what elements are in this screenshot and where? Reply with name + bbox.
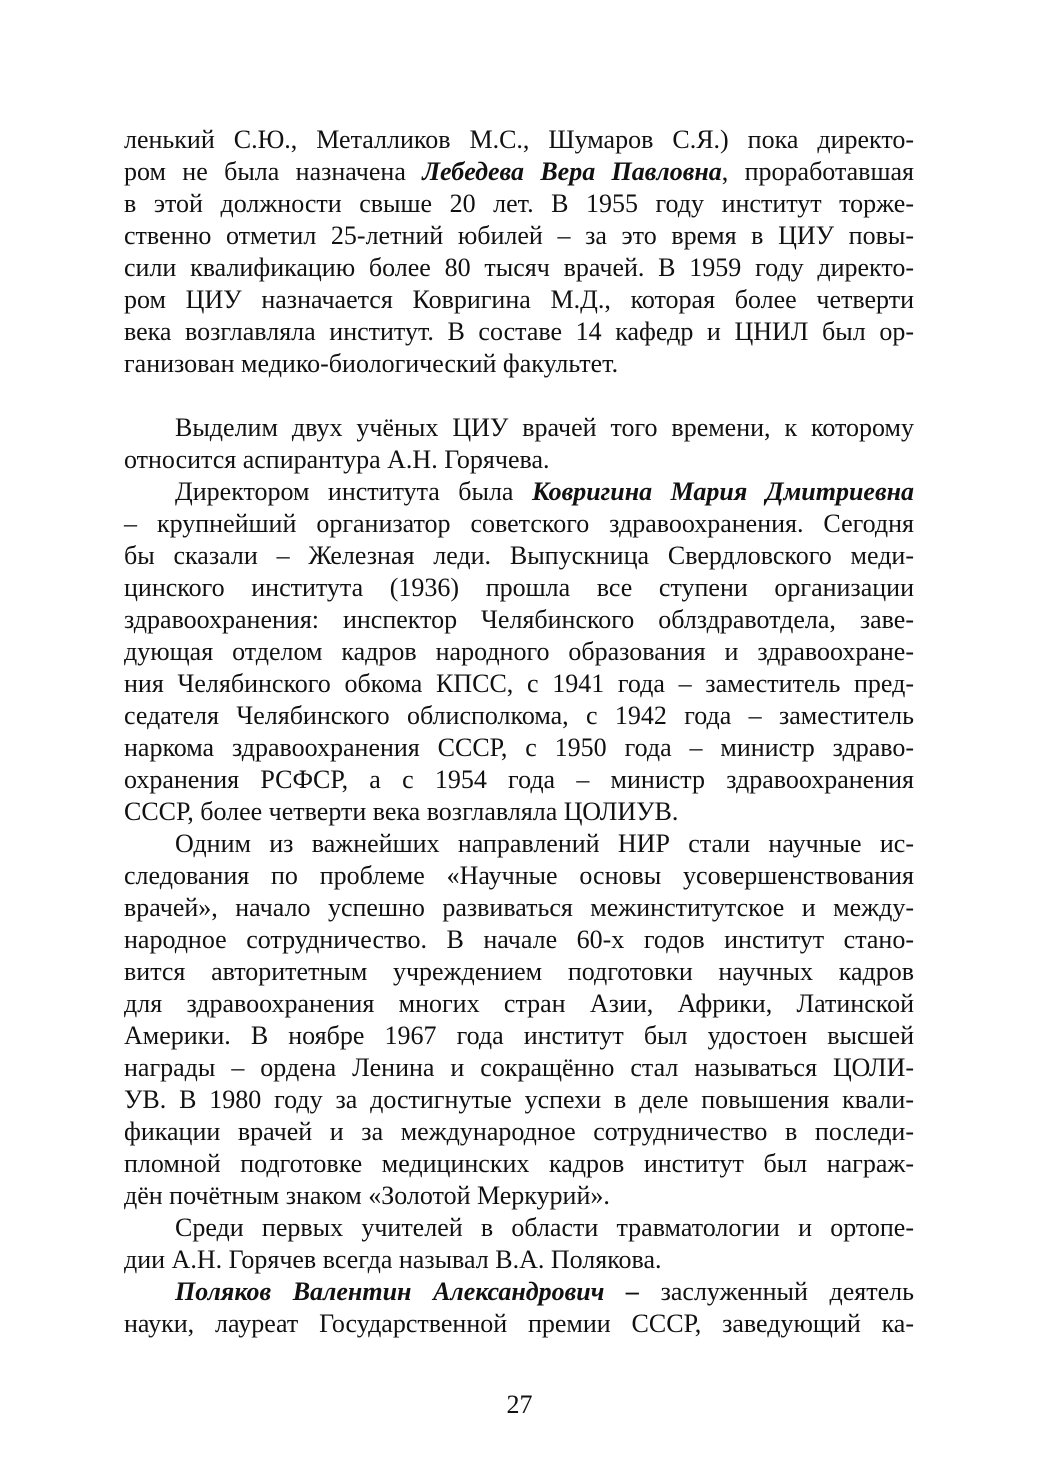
- text-line: [124, 572, 914, 604]
- text-run: следования по проблеме «Научные основы усовершенствования: [124, 861, 914, 890]
- text-run: наркома здравоохранения СССР, с 1950 года – министр здраво-: [124, 733, 914, 762]
- text-line: [124, 252, 914, 284]
- text-run: Одним из важнейших направлений НИР стали научные ис-: [175, 829, 914, 858]
- text-line: [124, 1276, 914, 1308]
- text-run: народное сотрудничество. В начале 60-х годов институт стано-: [124, 925, 914, 954]
- text-run: Среди первых учителей в области травматологии и ортопе-: [175, 1213, 914, 1242]
- text-run: награды – ордена Ленина и сокращённо стал называться ЦОЛИ-: [124, 1053, 914, 1082]
- text-line: [124, 508, 914, 540]
- text-run: УВ. В 1980 году за достигнутые успехи в деле повышения квали-: [124, 1085, 914, 1114]
- text-line: [124, 764, 914, 796]
- text-run: ния Челябинского обкома КПСС, с 1941 года – заместитель пред-: [124, 669, 914, 698]
- text-line: [124, 316, 914, 348]
- text-run: фикации врачей и за международное сотрудничество в последи-: [124, 1117, 914, 1146]
- text-run: ром не была назначена: [124, 157, 423, 186]
- text-line: [124, 1244, 914, 1276]
- text-line: [124, 796, 914, 828]
- text-run: для здравоохранения многих стран Азии, Африки, Латинской: [124, 989, 914, 1018]
- text-line: [124, 348, 914, 380]
- text-run: Америки. В ноябре 1967 года институт был удостоен высшей: [124, 1021, 914, 1050]
- text-run: дии А.Н. Горячев всегда называл В.А. Полякова.: [124, 1245, 662, 1274]
- text-run: дён почётным знаком «Золотой Меркурий».: [124, 1181, 610, 1210]
- text-line: [124, 668, 914, 700]
- text-run: ром ЦИУ назначается Ковригина М.Д., которая более четверти: [124, 285, 914, 314]
- text-run: в этой должности свыше 20 лет. В 1955 году институт торже-: [124, 189, 914, 218]
- text-run: седателя Челябинского облисполкома, с 1942 года – заместитель: [124, 701, 914, 730]
- text-line: [124, 1212, 914, 1244]
- text-run: заслуженный деятель: [639, 1277, 914, 1306]
- paragraph: [124, 1212, 914, 1276]
- text-line: [124, 156, 914, 188]
- text-line: [124, 1116, 914, 1148]
- text-run: СССР, более четверти века возглавляла ЦОЛИУВ.: [124, 797, 679, 826]
- text-line: [124, 1020, 914, 1052]
- text-line: [124, 412, 914, 444]
- text-run: здравоохранения: инспектор Челябинского облздравотдела, заве-: [124, 605, 914, 634]
- text-line: [124, 1084, 914, 1116]
- text-line: [124, 892, 914, 924]
- text-line: [124, 988, 914, 1020]
- text-run: Выделим двух учёных ЦИУ врачей того времени, к которому: [175, 413, 914, 442]
- text-line: [124, 124, 914, 156]
- text-run: цинского института (1936) прошла все ступени организации: [124, 573, 914, 602]
- text-line: [124, 828, 914, 860]
- paragraph: [124, 828, 914, 1212]
- text-run: сили квалификацию более 80 тысяч врачей. В 1959 году директо-: [124, 253, 914, 282]
- page-body: [124, 124, 914, 1340]
- paragraph: [124, 412, 914, 476]
- text-run: , проработавшая: [721, 157, 914, 186]
- paragraph: [124, 476, 914, 828]
- paragraph: [124, 124, 914, 380]
- paragraph: [124, 1276, 914, 1340]
- text-line: [124, 476, 914, 508]
- text-line: [124, 700, 914, 732]
- text-run: – крупнейший организатор советского здравоохранения. Сегодня: [124, 509, 914, 538]
- text-run: века возглавляла институт. В составе 14 кафедр и ЦНИЛ был ор-: [124, 317, 914, 346]
- text-line: [124, 220, 914, 252]
- text-run: Директором института была: [175, 477, 532, 506]
- page-number: 27: [506, 1390, 533, 1419]
- text-line: [124, 444, 914, 476]
- text-run: ганизован медико-биологический факультет.: [124, 349, 619, 378]
- text-run: ленький С.Ю., Металликов М.С., Шумаров С.Я.) пока директо-: [124, 125, 914, 154]
- emphasized-name: Ковригина Мария Дмитриевна: [531, 477, 915, 506]
- text-run: вится авторитетным учреждением подготовки научных кадров: [124, 957, 914, 986]
- text-run: бы сказали – Железная леди. Выпускница Свердловского меди-: [124, 541, 914, 570]
- text-line: [124, 860, 914, 892]
- text-line: [124, 1180, 914, 1212]
- text-run: врачей», начало успешно развиваться межинститутское и между-: [124, 893, 914, 922]
- text-line: [124, 604, 914, 636]
- emphasized-name: Поляков Валентин Александрович –: [175, 1277, 639, 1306]
- text-line: [124, 924, 914, 956]
- text-line: [124, 1148, 914, 1180]
- text-line: [124, 284, 914, 316]
- text-line: [124, 540, 914, 572]
- emphasized-name: Лебедева Вера Павловна: [422, 157, 722, 186]
- text-line: [124, 1052, 914, 1084]
- text-run: дующая отделом кадров народного образования и здравоохране-: [124, 637, 914, 666]
- text-line: [124, 956, 914, 988]
- text-line: [124, 732, 914, 764]
- text-line: [124, 1308, 914, 1340]
- text-run: относится аспирантура А.Н. Горячева.: [124, 445, 550, 474]
- text-line: [124, 636, 914, 668]
- text-run: ственно отметил 25-летний юбилей – за это время в ЦИУ повы-: [124, 221, 914, 250]
- text-run: пломной подготовке медицинских кадров институт был награж-: [124, 1149, 914, 1178]
- text-run: науки, лауреат Государственной премии СССР, заведующий ка-: [124, 1309, 914, 1338]
- text-run: охранения РСФСР, а с 1954 года – министр здравоохранения: [124, 765, 914, 794]
- text-line: [124, 188, 914, 220]
